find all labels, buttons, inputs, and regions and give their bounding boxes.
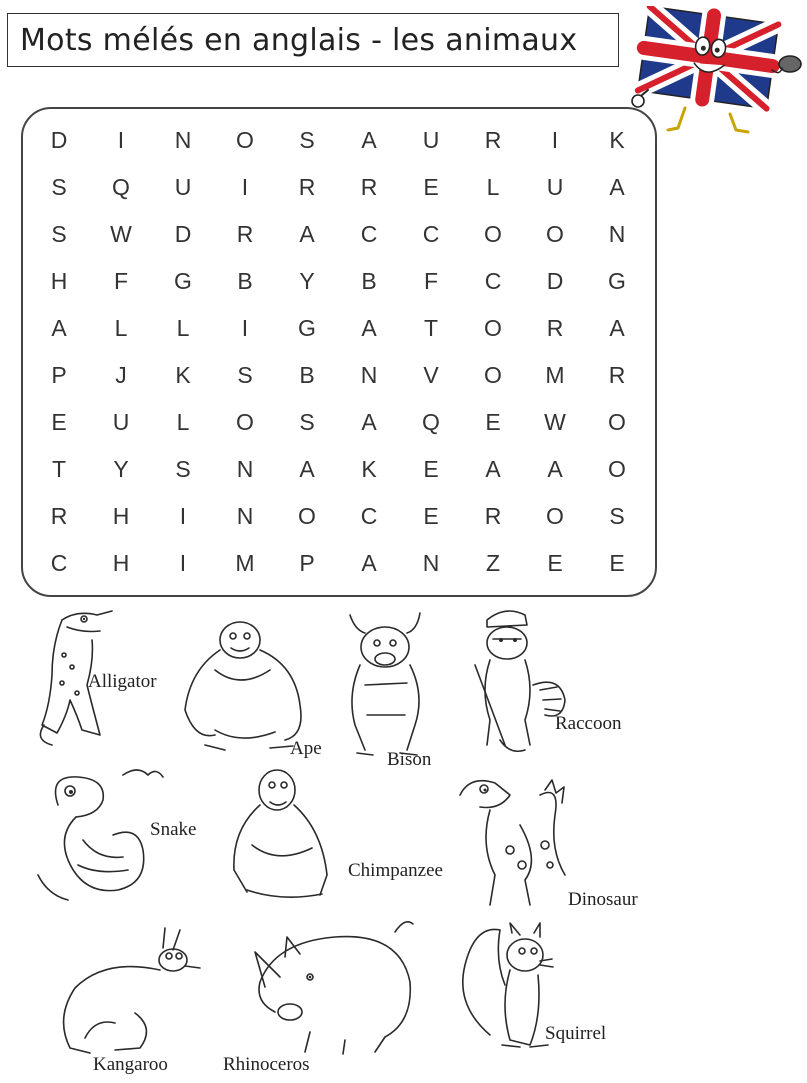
raccoon-illustration [465, 605, 645, 760]
grid-letter: R [484, 127, 502, 153]
rhinoceros-label: Rhinoceros [223, 1054, 310, 1075]
grid-letter: D [546, 268, 564, 294]
grid-letter: O [298, 503, 316, 529]
grid-letter: R [298, 174, 316, 200]
grid-letter: C [422, 221, 440, 247]
grid-letter: E [423, 174, 439, 200]
grid-letter: P [51, 362, 67, 388]
grid-letter: O [236, 127, 254, 153]
grid-letter: I [179, 503, 187, 529]
grid-letter: E [547, 550, 563, 576]
chimpanzee-illustration [222, 760, 472, 910]
grid-letter: A [609, 174, 625, 200]
grid-letter: K [175, 362, 191, 388]
grid-letter: Z [485, 550, 501, 576]
grid-letter: O [484, 221, 502, 247]
grid-letter: T [51, 456, 67, 482]
dinosaur-label: Dinosaur [568, 889, 638, 910]
grid-letter: B [299, 362, 315, 388]
rhinoceros-drawing [215, 912, 425, 1077]
grid-letter: O [608, 456, 626, 482]
grid-letter: C [360, 221, 378, 247]
squirrel-illustration [450, 915, 630, 1065]
grid-letter: L [114, 315, 128, 341]
grid-letter: T [423, 315, 439, 341]
snake-illustration [28, 765, 218, 915]
grid-letter: N [422, 550, 440, 576]
grid-letter: A [299, 456, 315, 482]
bison-illustration [335, 605, 445, 770]
grid-letter: E [423, 503, 439, 529]
rhinoceros-illustration [215, 912, 425, 1077]
chimpanzee-label: Chimpanzee [348, 860, 443, 881]
grid-letter: N [608, 221, 626, 247]
grid-letter: F [113, 268, 129, 294]
grid-letter: A [361, 127, 377, 153]
grid-letter: R [360, 174, 378, 200]
grid-letter: G [174, 268, 192, 294]
grid-letter: U [422, 127, 440, 153]
grid-letter: P [299, 550, 315, 576]
grid-letter: S [299, 409, 315, 435]
alligator-label: Alligator [88, 671, 157, 692]
grid-letter: J [115, 362, 127, 388]
raccoon-drawing [465, 605, 645, 760]
grid-letter: N [360, 362, 378, 388]
grid-letter: Y [299, 268, 315, 294]
union-flag-mascot-illustration [630, 6, 805, 136]
grid-letter: A [51, 315, 67, 341]
grid-letter: U [546, 174, 564, 200]
grid-letter: I [551, 127, 559, 153]
grid-letter: O [484, 315, 502, 341]
grid-letter: I [241, 174, 249, 200]
grid-letter: O [546, 503, 564, 529]
grid-letter: E [423, 456, 439, 482]
grid-letter: A [299, 221, 315, 247]
grid-letter: O [608, 409, 626, 435]
grid-letter: H [112, 503, 130, 529]
grid-letter: I [117, 127, 125, 153]
title-box [7, 13, 619, 67]
grid-letter: O [484, 362, 502, 388]
grid-letter: B [361, 268, 377, 294]
grid-letter: Q [112, 174, 130, 200]
grid-letter: Y [113, 456, 129, 482]
grid-letter: C [484, 268, 502, 294]
grid-letter: U [174, 174, 192, 200]
bison-label: Bison [387, 749, 432, 770]
grid-letter: M [545, 362, 565, 388]
grid-letter: L [486, 174, 500, 200]
grid-letter: L [176, 315, 190, 341]
grid-letter: S [51, 174, 67, 200]
grid-letter: C [50, 550, 68, 576]
grid-letter: D [50, 127, 68, 153]
grid-letter: S [51, 221, 67, 247]
grid-letter: A [485, 456, 501, 482]
grid-letter: S [609, 503, 625, 529]
grid-letter: N [236, 456, 254, 482]
raccoon-label: Raccoon [555, 713, 622, 734]
page-title: Mots mélés en anglais - les animaux [20, 22, 578, 58]
grid-letter: E [51, 409, 67, 435]
grid-letter: K [361, 456, 377, 482]
grid-letter: V [423, 362, 439, 388]
grid-letter: I [241, 315, 249, 341]
grid-letter: E [485, 409, 501, 435]
grid-letter: K [609, 127, 625, 153]
grid-letter: S [175, 456, 191, 482]
grid-letter: W [544, 409, 566, 435]
grid-letter: A [361, 409, 377, 435]
grid-letter: N [236, 503, 254, 529]
grid-letter: I [179, 550, 187, 576]
grid-letter: B [237, 268, 253, 294]
kangaroo-label: Kangaroo [93, 1054, 168, 1075]
grid-letter: D [174, 221, 192, 247]
chimpanzee-drawing [222, 760, 472, 910]
grid-letter: A [361, 550, 377, 576]
grid-letter: R [484, 503, 502, 529]
grid-letter: O [236, 409, 254, 435]
grid-letter: R [608, 362, 626, 388]
grid-letter: W [110, 221, 132, 247]
alligator-illustration [22, 605, 157, 750]
grid-letter: L [176, 409, 190, 435]
dinosaur-illustration [450, 765, 660, 920]
grid-letter: S [299, 127, 315, 153]
grid-letter: M [235, 550, 255, 576]
ape-label: Ape [290, 738, 322, 759]
bison-drawing [335, 605, 445, 770]
grid-letter: G [608, 268, 626, 294]
grid-letter: A [547, 456, 563, 482]
grid-letter: E [609, 550, 625, 576]
word-search-grid [28, 117, 648, 587]
grid-letter: O [546, 221, 564, 247]
grid-letter: F [423, 268, 439, 294]
grid-letter: U [112, 409, 130, 435]
grid-letter: A [609, 315, 625, 341]
grid-letter: R [546, 315, 564, 341]
grid-letter: G [298, 315, 316, 341]
grid-letter: H [112, 550, 130, 576]
grid-letter: S [237, 362, 253, 388]
grid-letter: Q [422, 409, 440, 435]
squirrel-label: Squirrel [545, 1023, 607, 1044]
grid-letter: N [174, 127, 192, 153]
grid-letter: R [236, 221, 254, 247]
ape-illustration [175, 610, 335, 760]
grid-letter: R [50, 503, 68, 529]
grid-letter: A [361, 315, 377, 341]
snake-label: Snake [150, 819, 197, 840]
grid-letter: C [360, 503, 378, 529]
grid-letter: H [50, 268, 68, 294]
kangaroo-illustration [45, 918, 205, 1078]
